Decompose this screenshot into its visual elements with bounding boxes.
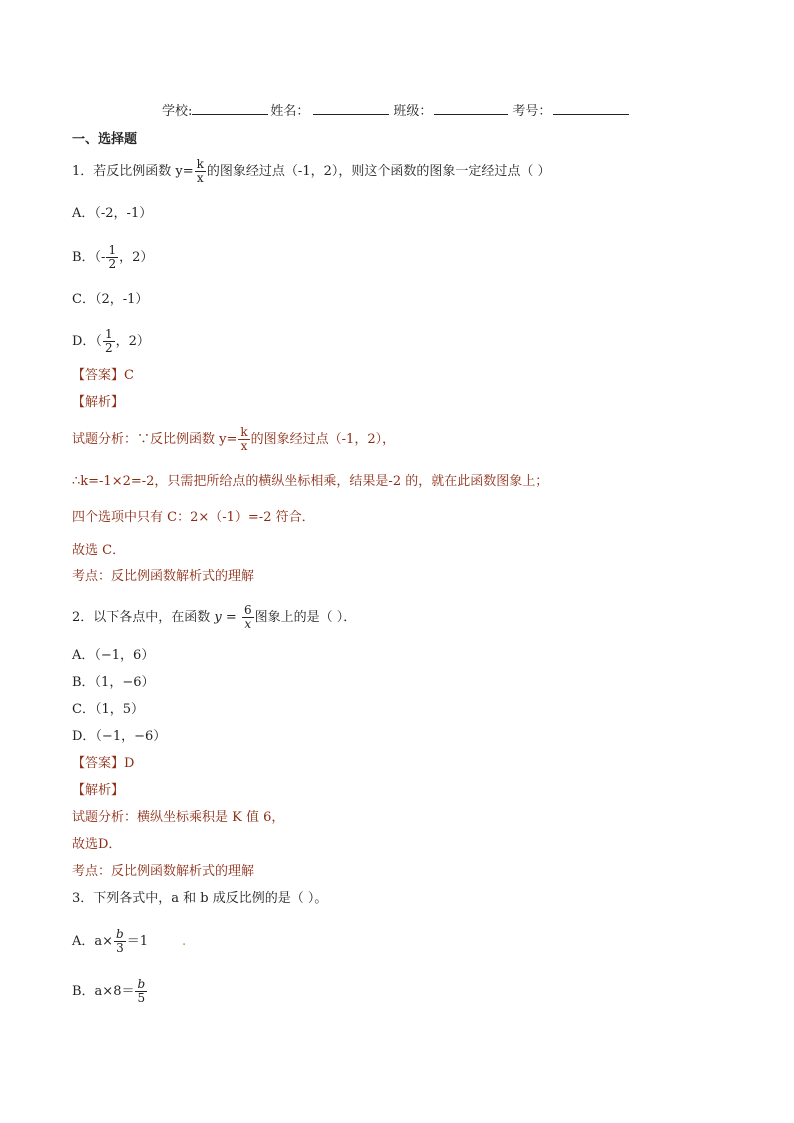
q2-y-var: y <box>214 610 222 625</box>
q3-option-b-num: b <box>137 977 146 991</box>
q1-analysis-suffix: 的图象经过点（-1，2）， <box>250 432 396 447</box>
q2-analysis-line1: 试题分析：横纵坐标乘积是 K 值 6， <box>72 810 285 825</box>
q1-option-b-suffix: ，2） <box>119 250 154 265</box>
q2-option-a: A．（−1，6） <box>72 648 155 663</box>
q3-option-a-den: 3 <box>116 941 124 955</box>
q1-analysis-den: x <box>240 439 248 453</box>
q3-option-b <box>72 978 148 1005</box>
q1-analysis-prefix: 试题分析：∵反比例函数 y= <box>72 432 238 447</box>
class-label: 班级： <box>393 104 433 119</box>
q1-stem <box>72 158 551 185</box>
q3-option-a-suffix: ＝1 <box>126 934 149 949</box>
name-label: 姓名： <box>270 104 310 119</box>
q2-stem <box>72 604 356 631</box>
class-blank <box>434 102 508 115</box>
q1-option-b <box>72 244 153 271</box>
q1-option-d <box>72 328 150 355</box>
school-blank <box>192 102 268 115</box>
q1-frac-num: k <box>196 157 204 171</box>
q1-option-b-prefix: B．（- <box>72 250 106 265</box>
q3-option-a <box>72 928 186 955</box>
q2-analysis-label: 【解析】 <box>72 783 125 798</box>
q1-frac-den: x <box>196 171 204 185</box>
q3-option-a-prefix: A．a× <box>72 934 114 949</box>
q1-analysis-line1 <box>72 426 395 453</box>
q1-option-d-fraction <box>103 328 115 355</box>
q1-option-b-num: 1 <box>108 243 117 257</box>
q1-option-d-prefix: D．（ <box>72 334 102 349</box>
q3-stem: 3．下列各式中，a 和 b 成反比例的是（ ）。 <box>72 891 328 906</box>
q3-option-b-den: 5 <box>137 991 146 1005</box>
q2-stem-prefix: 2．以下各点中，在函数 <box>72 610 215 625</box>
q1-answer: 【答案】C <box>72 368 134 383</box>
q1-stem-suffix: 的图象经过点（-1，2），则这个函数的图象一定经过点（ ） <box>206 164 551 179</box>
q3-option-a-mark: . <box>182 934 187 949</box>
q2-stem-suffix: 图象上的是（ ）． <box>254 610 357 625</box>
q2-option-d: D．（−1，−6） <box>72 729 167 744</box>
q1-option-b-den: 2 <box>108 257 117 271</box>
q2-fraction <box>242 604 254 631</box>
q3-option-b-fraction <box>135 978 147 1005</box>
q1-analysis-line3: 四个选项中只有 C：2×（-1）=-2 符合． <box>72 510 315 525</box>
q1-option-d-den: 2 <box>104 341 113 355</box>
q2-frac-den: x <box>244 617 252 631</box>
q1-analysis-fraction <box>238 426 249 453</box>
q2-equals: = <box>221 610 241 625</box>
q2-frac-num: 6 <box>243 603 252 617</box>
header-fields <box>162 102 629 122</box>
school-label: 学校: <box>162 104 193 119</box>
exam-no-blank <box>553 102 629 115</box>
q2-answer: 【答案】D <box>72 756 135 771</box>
q2-analysis-line2: 故选D． <box>72 837 122 852</box>
q1-analysis-line2: ∴k=-1×2=-2，只需把所给点的横纵坐标相乘，结果是-2 的，就在此函数图象上； <box>72 474 549 489</box>
exam-no-label: 考号： <box>512 104 552 119</box>
q1-stem-prefix: 1．若反比例函数 y= <box>72 164 194 179</box>
q1-analysis-label: 【解析】 <box>72 395 125 410</box>
q2-option-b: B．（1，−6） <box>72 675 155 690</box>
q1-option-b-fraction <box>106 244 118 271</box>
q1-kaodian: 考点：反比例函数解析式的理解 <box>72 569 255 584</box>
q1-fraction <box>195 158 206 185</box>
q1-option-d-suffix: ，2） <box>115 334 150 349</box>
q3-option-a-fraction <box>114 928 126 955</box>
q1-option-c: C．（2，-1） <box>72 292 149 307</box>
section-title: 一、选择题 <box>72 132 138 147</box>
name-blank <box>313 102 389 115</box>
q3-option-b-prefix: B．a×8＝ <box>72 984 135 999</box>
q1-option-d-num: 1 <box>104 327 113 341</box>
q1-analysis-num: k <box>240 425 248 439</box>
q2-option-c: C．（1，5） <box>72 702 144 717</box>
q3-option-a-num: b <box>116 927 124 941</box>
q1-analysis-line4: 故选 C． <box>72 543 126 558</box>
q2-kaodian: 考点：反比例函数解析式的理解 <box>72 864 255 879</box>
q1-option-a: A．（-2，-1） <box>72 206 153 221</box>
